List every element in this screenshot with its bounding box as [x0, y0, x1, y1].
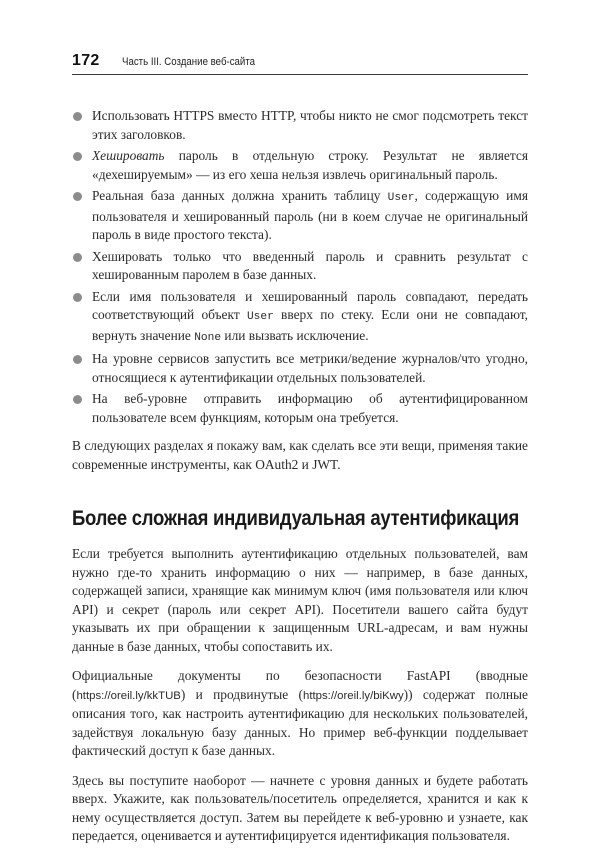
- page-header: [72, 50, 528, 72]
- page-number: 172: [72, 52, 100, 69]
- paragraph: Здесь вы поступите наоборот — начнете с уровня данных и будете работать вверх. Укажите, как пользователь/посетитель определяется, хранится и как к нему осуществляется доступ. Затем вы перейдете к веб-уровню и узнаете, как передается, оценивается и аутентифицируется идентификация пользователя.: [72, 772, 528, 843]
- bullet-list: [72, 107, 528, 427]
- list-item: Если имя пользователя и хешированный пароль совпадают, передать соответствующий объект User вверх по стеку. Если они не совпадают, вернуть значение None или вызвать исключение.: [72, 288, 528, 348]
- bullet-icon: [73, 395, 82, 404]
- page-body: [72, 107, 528, 846]
- list-item: Хешировать пароль в отдельную строку. Результат не является «дехешируемым» — из его хеша нельзя извлечь оригинальный пароль.: [72, 147, 528, 184]
- header-rule: [72, 74, 528, 75]
- section-heading: Более сложная индивидуальная аутентификация: [72, 506, 520, 530]
- paragraph: Если требуется выполнить аутентификацию отдельных пользователей, вам нужно где-то хранить информацию о них — например, в базе данных, содержащей записи, хранящие как минимум ключ (имя пользователя или ключ API) и секрет (пароль или секрет API). Посетители вашего сайта будут указывать их при обращении к защищенным URL-адресам, и вам нужны данные в базе данных, чтобы сопоставить их.: [72, 546, 528, 654]
- bullet-icon: [73, 253, 82, 262]
- bullet-icon: [73, 112, 82, 121]
- list-item: На веб-уровне отправить информацию об аутентифицированном пользователе всем функциям, которым она требуется.: [72, 390, 528, 427]
- emphasis: Хешировать: [92, 148, 165, 163]
- list-item: Хешировать только что введенный пароль и сравнить результат с хешированным паролем в базе данных.: [72, 248, 528, 285]
- bullet-icon: [73, 152, 82, 161]
- paragraph: Официальные документы по безопасности FastAPI (вводные (https://oreil.ly/kkTUB) и продвинутые (https://oreil.ly/biKwy)) содержат полные описания того, как настроить аутентификацию для нескольких пользователей, задействуя локальную базу данных. Но пример веб-функции подделывает фактический доступ к базе данных.: [72, 668, 528, 758]
- list-item: На уровне сервисов запустить все метрики/ведение журналов/что угодно, относящиеся к аутентификации отдельных пользователей.: [72, 350, 528, 387]
- bullet-icon: [73, 293, 82, 302]
- inline-code: User: [246, 311, 274, 323]
- bullet-icon: [73, 355, 82, 364]
- bullet-icon: [73, 192, 82, 201]
- url-link[interactable]: https://oreil.ly/biKwy: [302, 689, 404, 702]
- list-item: Реальная база данных должна хранить таблицу User, содержащую имя пользователя и хешированный пароль (ни в коем случае не оригинальный пароль в виде простого текста).: [72, 187, 528, 245]
- inline-code: None: [194, 331, 222, 344]
- inline-code: User: [387, 192, 415, 204]
- url-link[interactable]: https://oreil.ly/kkTUB: [76, 689, 181, 702]
- running-head: Часть III. Создание веб-сайта: [122, 56, 256, 68]
- paragraph: В следующих разделах я покажу вам, как сделать все эти вещи, применяя такие современные инструменты, как OAuth2 и JWT.: [72, 438, 528, 472]
- list-item: Использовать HTTPS вместо HTTP, чтобы никто не смог подсмотреть текст этих заголовков.: [72, 107, 528, 144]
